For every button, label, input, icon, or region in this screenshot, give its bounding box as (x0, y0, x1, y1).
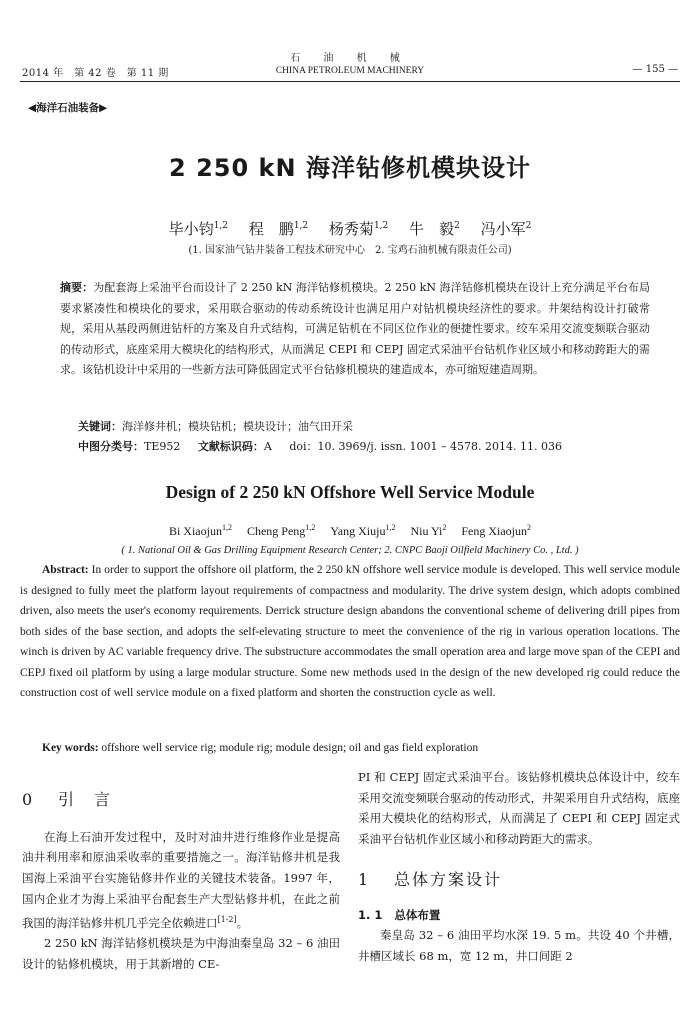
abstract-en (20, 560, 680, 704)
left-column (22, 790, 340, 974)
doi-label: doi： (289, 440, 318, 453)
abstract-en-text: In order to support the offshore oil platform, the 2 250 kN offshore well service module is developed. This well service module is designed to fully meet the platform layout requirements of compactness and modularity. The drive system design, which adopts combined driven, also meets the user's economy requirements. Derrick structure design abandons the conventional scheme of delivering drill pipes from both sides of the base section, and adopts the self-elevating structure to meet the convenience of the rig in various operation locations. The winch is driven by AC variable frequency drive. The substructure accommodates the small operation area and large move span of the CEPI and CEPJ fixed oil platform by using a large modular structure. Some new methods used in the design of the new developed rig could reduce the construction cost of well service module on a fixed platform and shorten the construction cycle as well. (20, 564, 680, 699)
header-rule (20, 81, 680, 82)
authors-cn (0, 218, 700, 239)
author-en: Feng Xiaojun$^2$ (461, 523, 532, 538)
right-column (358, 767, 680, 967)
doc-code-label: 文献标识码： (197, 440, 264, 453)
clc-label: 中图分类号： (78, 440, 144, 453)
author-en: Cheng Peng$^{1,2}$ (246, 523, 316, 538)
intro-paragraph-2: 2 250 kN 海洋钻修机模块是为中海油秦皇岛 32 – 6 油田设计的钻修机模块，用于其新增的 CE- (22, 936, 340, 971)
intro-paragraph-1: 在海上石油开发过程中，及时对油井进行维修作业是提高油井利用率和原油采收率的重要措施之一。海洋钻修井机是我国海上采油平台实施钻修井作业的关键技术装备。1997 年，国内企业才为海上采油平台配套生产大型钻修井机，在此之前我国的海洋钻修井机几乎完全依赖进口[1-2]。 (22, 829, 340, 930)
issue-info: 2014 年 第 42 卷 第 11 期 (22, 68, 169, 79)
right-paragraph-2: 秦皇岛 32 – 6 油田平均水深 19. 5 m。共设 40 个井槽，井槽区域长 68 m，宽 12 m，井口间距 2 (358, 928, 680, 963)
clc-value: TE952 (144, 440, 181, 453)
section-tag: ◀海洋石油装备▶ (28, 102, 108, 114)
title-en: Design of 2 250 kN Offshore Well Service Module (165, 482, 535, 502)
subsection-1-1-heading: 1. 1 总体布置 (358, 907, 441, 922)
right-paragraph-1: PI 和 CEPJ 固定式采油平台。该钻修机模块总体设计中，绞车采用交流变频联合驱动的传动形式，井架采用自升式结构，底座采用大模块化的结构形式，从而满足了 CEPI 和 CEPJ 固定式采油平台钻机作业区域小和移动跨距大的需求。 (358, 770, 680, 847)
journal-header (0, 52, 700, 78)
author-cn: 杨秀菊$^{1,2}$ (328, 220, 389, 238)
abstract-cn-label: 摘要： (60, 281, 94, 294)
author-en: Bi Xiaojun$^{1,2}$ (168, 523, 232, 538)
journal-name-en: CHINA PETROLEUM MACHINERY (275, 66, 425, 76)
affiliation-en: ( 1. National Oil & Gas Drilling Equipment Research Center; 2. CNPC Baoji Oilfield Machinery Co. , Ltd. ) (121, 545, 579, 556)
keywords-en: offshore well service rig; module rig; module design; oil and gas field exploration (101, 742, 479, 754)
doi-value: 10. 3969/j. issn. 1001 – 4578. 2014. 11. 036 (317, 440, 562, 453)
authors-en (0, 523, 700, 539)
keywords-cn-label: 关键词： (78, 420, 122, 433)
journal-name-cn: 石 油 机 械 (290, 53, 410, 64)
keywords-cn-block (78, 417, 650, 457)
keywords-cn: 海洋修井机；模块钻机；模块设计；油气田开采 (122, 420, 353, 433)
title-cn: 2 250 kN 海洋钻修机模块设计 (169, 154, 531, 182)
author-cn: 牛 毅$^2$ (409, 220, 460, 238)
doc-code-value: A (263, 440, 272, 453)
author-cn: 冯小军$^2$ (480, 220, 532, 238)
section-1-heading: 1 总体方案设计 (358, 869, 503, 889)
author-en: Niu Yi$^2$ (410, 523, 447, 538)
affiliation-cn: (1. 国家油气钻井装备工程技术研究中心 2. 宝鸡石油机械有限责任公司) (188, 245, 512, 256)
section-0-heading: 0 引 言 (22, 790, 113, 809)
keywords-en-block (42, 742, 682, 754)
keywords-en-label: Key words: (42, 742, 99, 754)
abstract-cn-text: 为配套海上采油平台而设计了 2 250 kN 海洋钻修机模块。2 250 kN 海洋钻修机模块在设计上充分满足平台布局要求紧凑性和模块化的要求，采用联合驱动的传动系统设计也满足用户对钻机模块经济性的要求。井架结构设计打破常规，采用从基段两侧进钻杆的方案及自升式结构，可满足钻机在不同区位作业的便捷性要求。绞车采用交流变频联合驱动的传动形式，底座采用大模块化的结构形式，从而满足 CEPI 和 CEPJ 固定式采油平台钻机作业区域小和移动跨距大的需求。该钻机设计中采用的一些新方法可降低固定式平台钻修机模块的建造成本，亦可缩短建造周期。 (60, 281, 651, 376)
page-number: — 155 — (632, 64, 678, 75)
author-en: Yang Xiuju$^{1,2}$ (330, 523, 396, 538)
author-cn: 程 鹏$^{1,2}$ (248, 220, 309, 238)
abstract-en-label: Abstract: (42, 564, 89, 576)
author-cn: 毕小钧$^{1,2}$ (168, 220, 229, 238)
abstract-cn (60, 278, 650, 381)
